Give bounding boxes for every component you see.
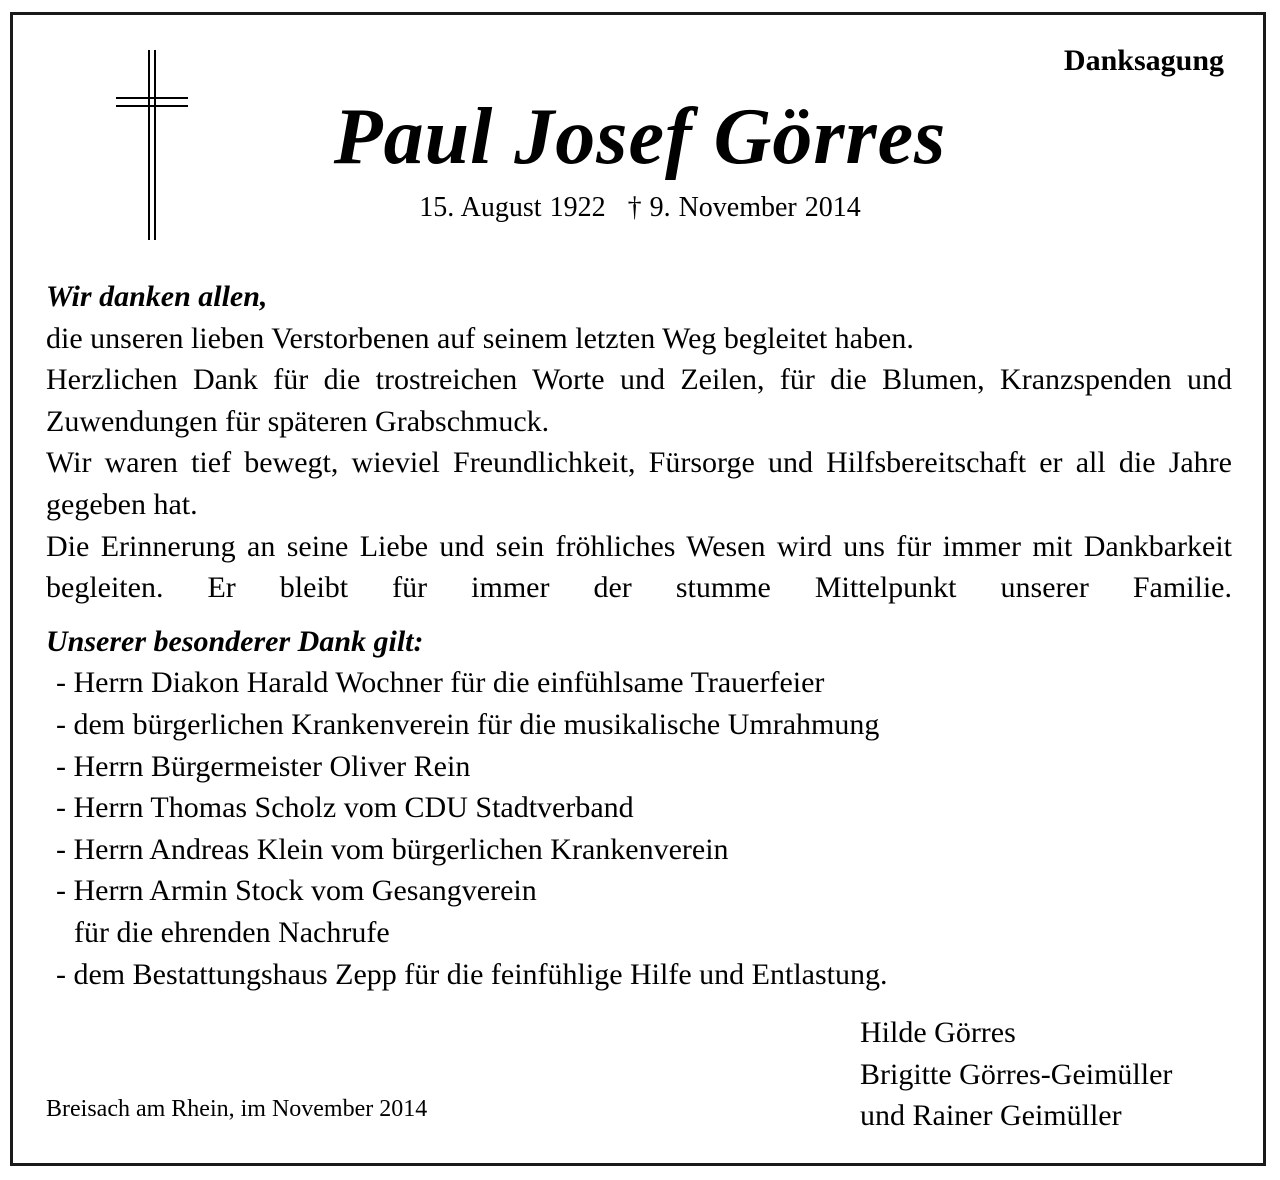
birth-date: 15. August 1922 <box>419 192 606 223</box>
place-date: Breisach am Rhein, im November 2014 <box>46 1096 428 1122</box>
thanks-heading: Wir danken allen, <box>46 280 268 313</box>
notice-body <box>46 276 1232 995</box>
list-item-continuation: für die ehrenden Nachrufe <box>74 915 390 949</box>
death-date: 9. November 2014 <box>649 192 861 223</box>
list-item: - Herrn Thomas Scholz vom CDU Stadtverband <box>56 791 634 825</box>
death-symbol: † <box>627 192 642 223</box>
signatory: Hilde Görres <box>860 1016 1016 1049</box>
list-item: - Herrn Diakon Harald Wochner für die einfühlsame Trauerfeier <box>56 666 825 700</box>
life-dates <box>0 192 1280 224</box>
deceased-name: Paul Josef Görres <box>333 93 947 181</box>
list-item: - Herrn Armin Stock vom Gesangverein <box>56 874 537 908</box>
list-item: - dem Bestattungshaus Zepp für die feinfühlige Hilfe und Entlastung. <box>56 957 888 991</box>
special-thanks-list <box>46 662 1232 995</box>
list-item: - dem bürgerlichen Krankenverein für die musikalische Umrahmung <box>56 707 880 741</box>
list-item: - Herrn Bürgermeister Oliver Rein <box>56 749 471 783</box>
paragraph: Wir waren tief bewegt, wieviel Freundlichkeit, Fürsorge und Hilfsbereitschaft er all die Jahre gegeben hat. <box>46 446 1232 521</box>
signatories <box>860 1012 1172 1137</box>
special-thanks-heading: Unserer besonderer Dank gilt: <box>46 624 424 658</box>
heading-label: Danksagung <box>1063 44 1224 77</box>
paragraph: die unseren lieben Verstorbenen auf seinem letzten Weg begleitet haben. <box>46 321 914 355</box>
paragraph: Herzlichen Dank für die trostreichen Worte und Zeilen, für die Blumen, Kranzspenden und Zuwendungen für späteren Grabschmuck. <box>46 363 1232 438</box>
signatory: und Rainer Geimüller <box>860 1099 1122 1133</box>
list-item: - Herrn Andreas Klein vom bürgerlichen Krankenverein <box>56 832 729 866</box>
signatory: Brigitte Görres-Geimüller <box>860 1057 1173 1091</box>
paragraph: Die Erinnerung an seine Liebe und sein fröhliches Wesen wird uns für immer mit Dankbarkeit begleiten. Er bleibt für immer der stumme Mittelpunkt unserer Familie. <box>46 529 1232 605</box>
